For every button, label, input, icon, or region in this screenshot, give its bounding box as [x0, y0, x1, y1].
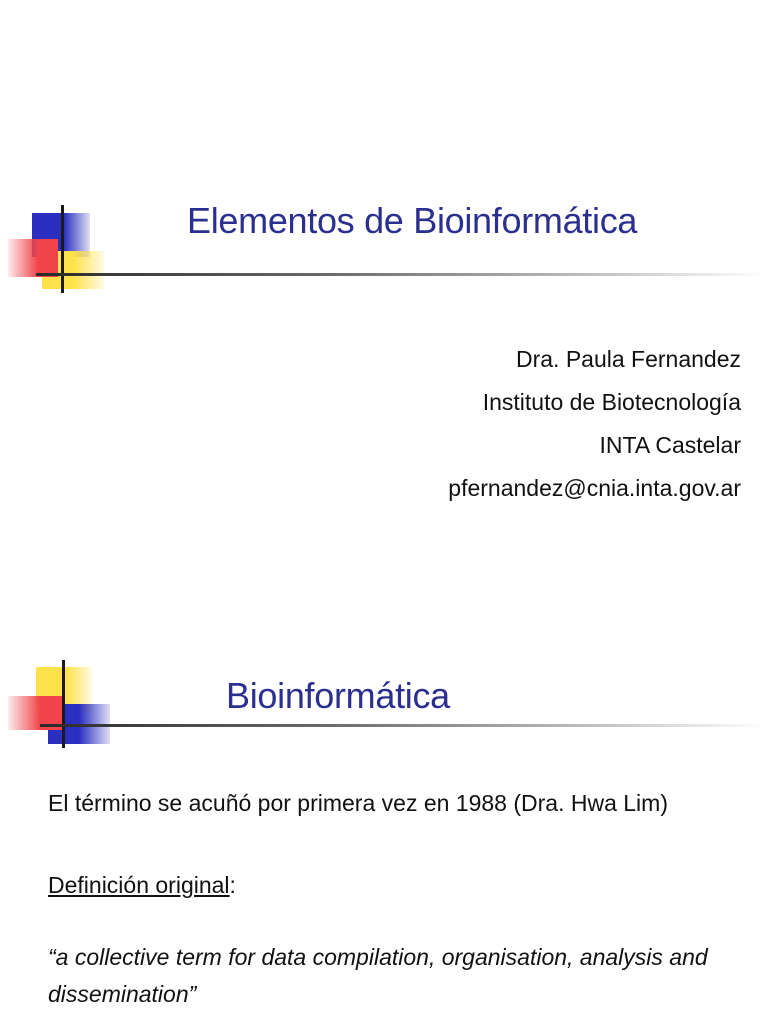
author-institute: Instituto de Biotecnología: [482, 389, 741, 415]
author-location: INTA Castelar: [599, 432, 741, 458]
logo-red-square: [8, 239, 58, 277]
definition-colon: :: [229, 872, 236, 898]
slide-logo-2: [8, 660, 118, 760]
author-name: Dra. Paula Fernandez: [515, 346, 741, 372]
slide-2: [0, 600, 768, 1024]
section-title: Bioinformática: [226, 675, 450, 716]
logo-vertical-line: [62, 660, 65, 748]
definition-heading: [48, 872, 236, 899]
title-rule: [40, 724, 766, 727]
title-rule: [36, 273, 766, 276]
term-statement: El término se acuñó por primera vez en 1988 (Dra. Hwa Lim): [48, 790, 668, 816]
definition-quote: “a collective term for data compilation, organisation, analysis and dissemination”: [48, 944, 708, 1007]
logo-vertical-line: [61, 205, 64, 293]
author-block: [448, 338, 741, 510]
author-email: pfernandez@cnia.inta.gov.ar: [448, 475, 741, 501]
page-title: Elementos de Bioinformática: [187, 200, 638, 241]
slide-logo-1: [8, 205, 118, 305]
definition-label: Definición original: [48, 872, 230, 898]
